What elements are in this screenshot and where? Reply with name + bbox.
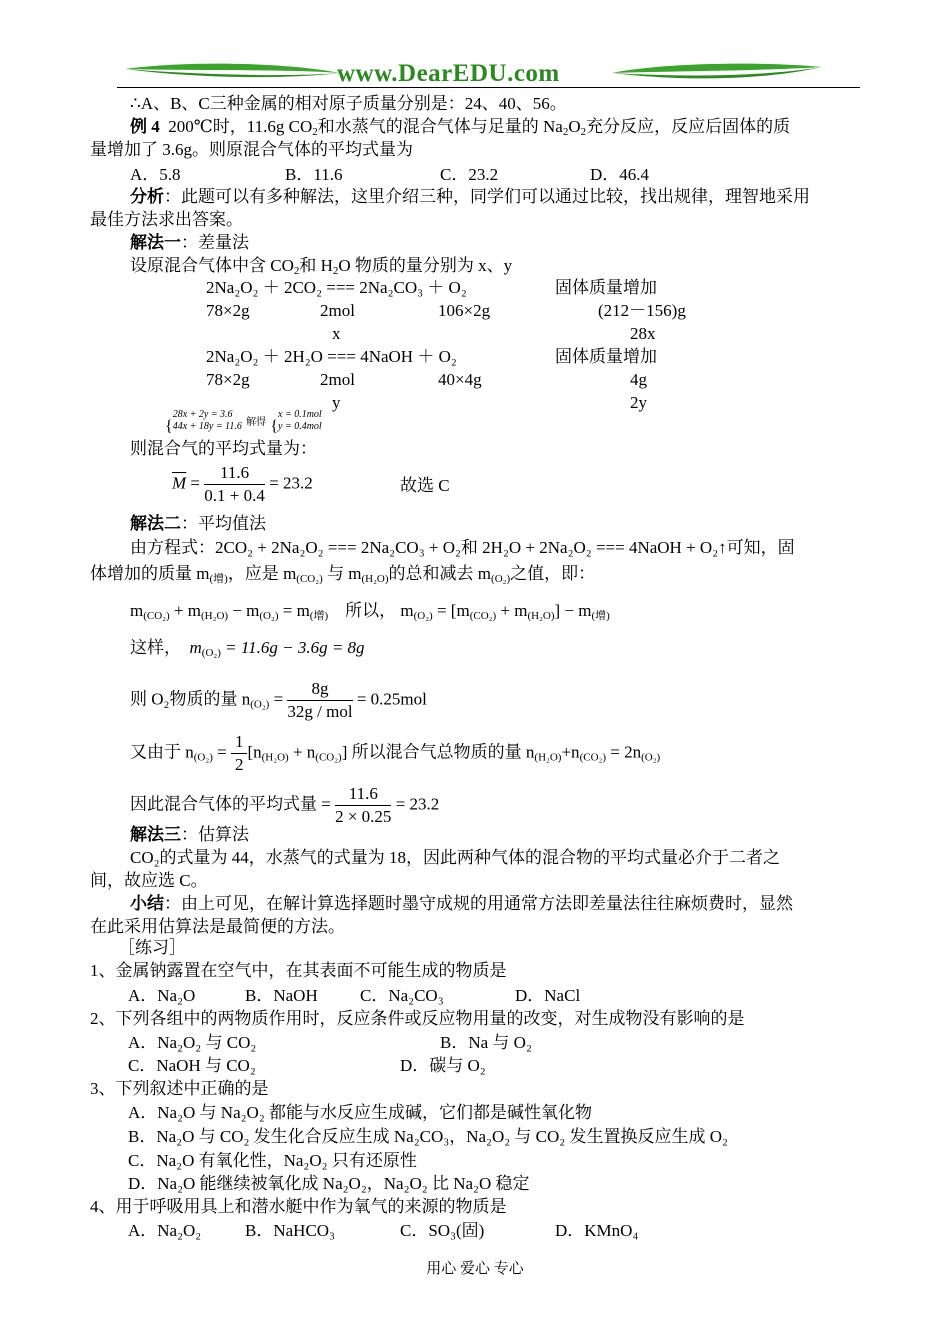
method-name: ：平均值法: [181, 514, 266, 533]
question-option: C．Na₂CO₃: [360, 986, 444, 1005]
header-rule: [117, 87, 860, 88]
text: ：由上可见，在解计算选择题时墨守成规的用通常方法即差量法往往麻烦费时，显然: [164, 894, 793, 913]
question-option: C．SO₃(固): [400, 1221, 485, 1240]
text: 因此混合气体的平均式量 =: [130, 794, 331, 814]
text: 所以混合气总物质的量: [351, 742, 522, 762]
equation-2-tag: 固体质量增加: [555, 347, 657, 366]
question-stem: 3、下列叙述中正确的是: [90, 1079, 269, 1098]
text: 和水蒸气的混合气体与足量的 Na: [317, 117, 563, 136]
denominator: 2 × 0.25: [335, 807, 392, 826]
question-option: B．Na 与 O₂: [440, 1033, 532, 1052]
method3-heading: [130, 824, 249, 846]
result: = 23.2: [395, 794, 440, 814]
cell: 40×4g: [438, 370, 482, 389]
method2-line4: 这样， $m_{(O_2)} = 11.6g - 3.6g = 8g$: [130, 638, 365, 659]
text: 设原混合气体中含 CO: [130, 256, 294, 275]
cell: y: [332, 393, 341, 412]
example4-line2: 量增加了 3.6g。则原混合气体的平均式量为: [90, 140, 413, 159]
analysis-label: 分析: [130, 187, 164, 206]
question-option: D．碳与 O₂: [400, 1056, 486, 1075]
cell: 78×2g: [206, 301, 250, 320]
example4-line: 例 4 200℃时，11.6g $CO_2$和水蒸气的混合气体与足量的 $Na_2O_2$充分反应，反应后固体的质: [130, 117, 791, 138]
assumption-line: 设原混合气体中含 $CO_2$和 $H_2O$ 物质的量分别为 x、y: [130, 256, 513, 277]
example-label: 例 4: [130, 117, 160, 136]
question-stem: 4、用于呼吸用具上和潜水艇中作为氧气的来源的物质是: [90, 1197, 507, 1216]
cell: 4g: [630, 370, 647, 389]
question-option: C．NaOH 与 CO₂: [128, 1056, 256, 1075]
site-logo-text: www.DearEDU.com: [337, 60, 560, 87]
method2-line1: 由方程式：2CO₂ + 2Na₂O₂ === 2Na₂CO₃ + O₂和 2H₂O + 2Na₂O₂ === 4NaOH + O₂↑可知，固: [130, 538, 795, 557]
equation: = 11.6g − 3.6g = 8g: [225, 638, 365, 657]
text: 又由于: [130, 742, 181, 762]
summary-line2: 在此采用估算法是最简便的方法。: [90, 917, 345, 936]
equation: 28x + 2y = 3.6: [172, 409, 233, 420]
question-option: B．NaHCO₃: [245, 1221, 335, 1240]
option: A．5.8: [130, 165, 181, 184]
option: D．46.4: [590, 165, 650, 184]
method2-line3: $m_{(CO_2)} + m_{(H_2O)} - m_{(O_2)} = m_{(增)}$ 所以， $m_{(O_2)} = [m_{(CO_2)} + m_{(H_2O)}] - m_{(增)}$: [130, 601, 610, 622]
result: = 23.2: [269, 473, 313, 493]
question-option: A．Na₂O 与 Na₂O₂ 都能与水反应生成碱，它们都是碱性氧化物: [128, 1103, 593, 1122]
denominator: 32g / mol: [287, 702, 353, 721]
numerator: 11.6: [335, 783, 391, 806]
question-option: D．Na₂O 能继续被氧化成 Na₂O₂，Na₂O₂ 比 Na₂O 稳定: [128, 1174, 530, 1193]
denominator: 0.1 + 0.4: [204, 486, 265, 505]
method2-heading: [130, 513, 266, 535]
analysis-line: [130, 186, 810, 208]
question-stem: 2、下列各组中的两物质作用时，反应条件或反应物用量的改变，对生成物没有影响的是: [90, 1009, 745, 1028]
question-option: A．Na₂O₂ 与 CO₂: [128, 1033, 257, 1052]
solve-label: 解得: [246, 416, 267, 428]
method2-line5: 则 O₂物质的量 $n_{(O_2)}$ = $\frac{8g}{\text{32g / mol}}$ = 0.25mol: [130, 679, 427, 721]
analysis-line2: 最佳方法求出答案。: [90, 210, 243, 229]
cell: 2mol: [320, 301, 355, 320]
question-stem: 1、金属钠露置在空气中，在其表面不可能生成的物质是: [90, 961, 507, 980]
text: 的总和减去: [388, 564, 474, 583]
cell: (212－156)g: [598, 301, 686, 320]
method-name: ：差量法: [181, 233, 249, 252]
text: 和 H: [299, 256, 333, 275]
option: C．23.2: [440, 165, 499, 184]
page-footer: 用心 爱心 专心: [426, 1261, 524, 1277]
equation-1-tag: 固体质量增加: [555, 278, 657, 297]
text: 则 O₂物质的量: [130, 689, 238, 709]
cell: x: [332, 324, 341, 343]
result: = 0.25mol: [356, 689, 427, 709]
fraction: [204, 462, 265, 507]
numerator: 11.6: [204, 462, 265, 485]
question-option: B．Na₂O 与 CO₂ 发生化合反应生成 Na₂CO₃，Na₂O₂ 与 CO₂ 发生置换反应生成 O₂: [128, 1127, 728, 1146]
text: ：此题可以有多种解法，这里介绍三种，同学们可以通过比较，找出规律，理智地采用: [164, 187, 810, 206]
question-option: A．Na₂O₂: [128, 1221, 202, 1240]
question-option: B．NaOH: [245, 986, 318, 1005]
summary-label: 小结: [130, 894, 164, 913]
equation-system: {28x + 2y = 3.6 44x + 18y = 11.6 解得 {x = 0.1mol y = 0.4mol: [165, 409, 322, 435]
text: 充分反应，反应后固体的质: [586, 117, 791, 136]
question-option: C．Na₂O 有氧化性，Na₂O₂ 只有还原性: [128, 1151, 417, 1170]
solution: x = 0.1mol: [278, 409, 322, 420]
text: 这样，: [130, 638, 181, 657]
option: B．11.6: [285, 165, 343, 184]
method2-line7: [130, 783, 439, 828]
conclusion-line: ∴A、B、C三种金属的相对原子质量分别是：24、40、56。: [130, 94, 567, 113]
equation: 44x + 18y = 11.6: [172, 421, 242, 432]
text: 200℃时，11.6g CO: [168, 117, 313, 136]
text: O: [568, 117, 581, 136]
solution: y = 0.4mol: [278, 421, 322, 432]
method-name: ：估算法: [181, 825, 249, 844]
cell: 78×2g: [206, 370, 250, 389]
cell: 2mol: [320, 370, 355, 389]
method-label: 解法三: [130, 825, 181, 844]
answer-pick: 故选 C: [400, 476, 450, 495]
fraction: [287, 678, 352, 723]
cell: 2y: [630, 393, 647, 412]
cell: 106×2g: [438, 301, 491, 320]
equation-1: 2Na₂O₂ ＋ 2CO₂ === 2Na₂CO₃ ＋ O₂: [206, 278, 467, 297]
numerator: 8g: [287, 678, 352, 701]
text: 所以，: [345, 601, 397, 620]
text: ，应是: [227, 564, 279, 583]
fraction: [335, 783, 391, 828]
method1-heading: [130, 232, 249, 254]
method-label: 解法二: [130, 514, 181, 533]
cell: 28x: [630, 324, 656, 343]
method3-line2: 间，故应选 C。: [90, 871, 208, 890]
question-option: D．NaCl: [515, 986, 581, 1005]
text: O 物质的量分别为 x、y: [338, 256, 513, 275]
method2-line2: 体增加的质量 $m_{(增)}$，应是 $m_{(CO_2)}$ 与 $m_{(H_2O)}$的总和减去 $m_{(O_2)}$之值，即：: [90, 564, 596, 585]
text: 之值，即：: [510, 564, 596, 583]
method-label: 解法一: [130, 233, 181, 252]
method3-line1: CO₂的式量为 44，水蒸气的式量为 18，因此两种气体的混合物的平均式量必介于二者之: [130, 848, 781, 867]
average-formula: $\overline{M}$ = $\frac{11.6}{0.1 + 0.4}$ = 23.2: [172, 463, 313, 505]
text: 体增加的质量: [90, 564, 192, 583]
average-intro: 则混合气的平均式量为：: [130, 439, 317, 458]
practice-heading: ［练习］: [118, 938, 186, 957]
question-option: A．Na₂O: [128, 986, 196, 1005]
summary-line1: [130, 893, 793, 915]
method2-line6: 又由于 $n_{(O_2)}$ = $\frac{1}{2}$ $[n_{(H_2O)} + n_{(CO_2)}]$ 所以混合气总物质的量 $n_{(H_2O)}+n_{(CO_2)} = 2n_{(O_2)}$: [130, 732, 661, 774]
question-option: D．KMnO₄: [555, 1221, 639, 1240]
equation-2: 2Na₂O₂ ＋ 2H₂O === 4NaOH ＋ O₂: [206, 347, 457, 366]
